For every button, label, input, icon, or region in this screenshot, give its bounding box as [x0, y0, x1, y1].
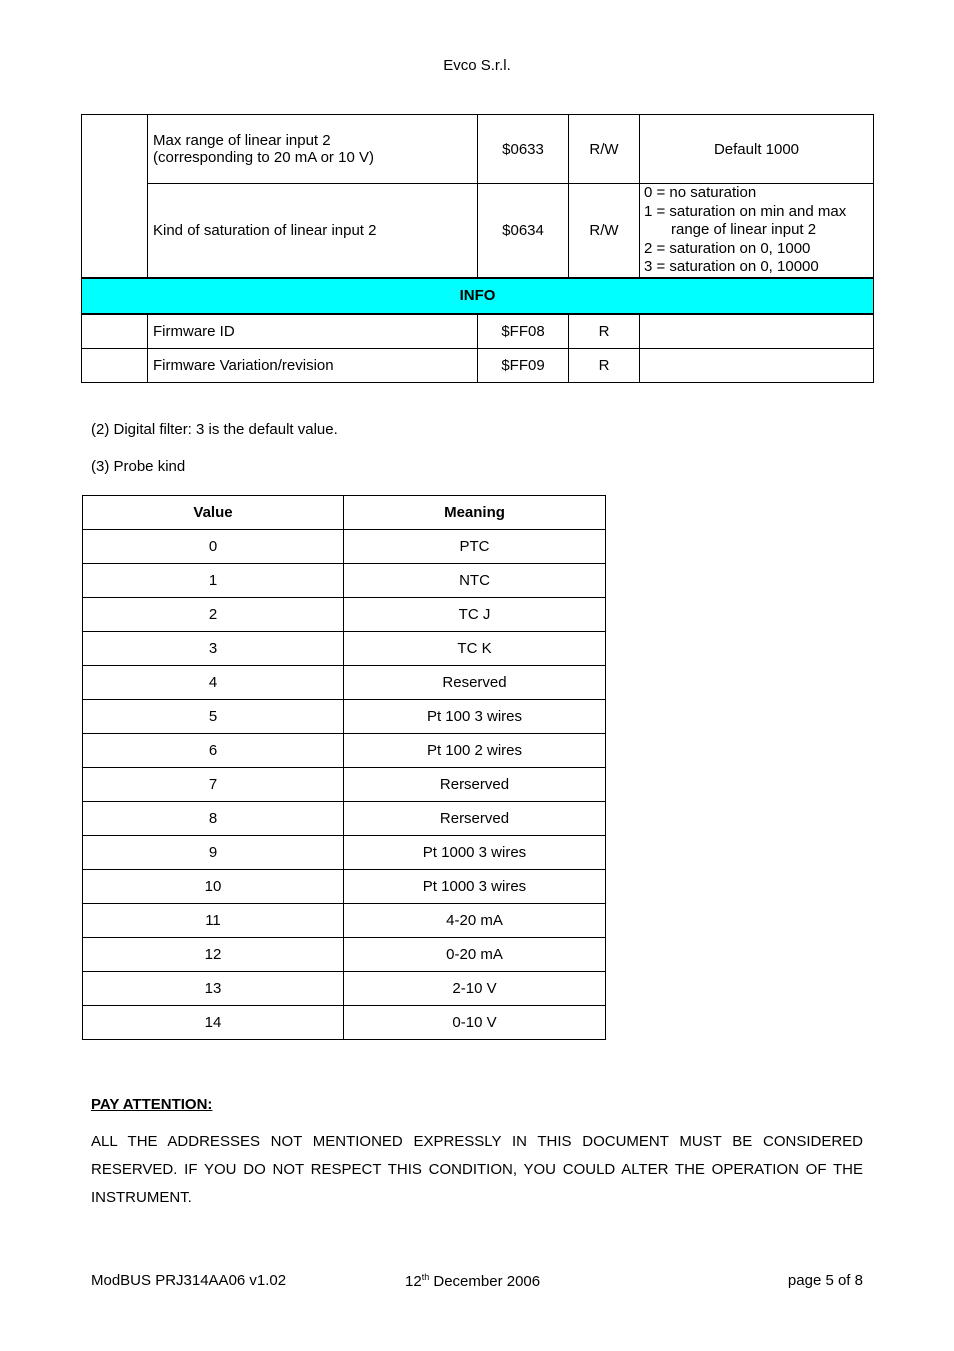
- description-cell: Firmware ID: [148, 314, 478, 349]
- section-title: INFO: [82, 278, 874, 314]
- attention-title: PAY ATTENTION:: [91, 1096, 213, 1113]
- value-cell: 4: [83, 666, 344, 700]
- register-table: [81, 114, 874, 383]
- address-cell: $0634: [478, 184, 569, 278]
- probe-kind-note: (3) Probe kind: [91, 458, 186, 475]
- description-line: (corresponding to 20 mA or 10 V): [153, 149, 374, 166]
- notes-cell: Default 1000: [640, 115, 874, 184]
- access-cell: R: [569, 349, 640, 383]
- table-row: [83, 734, 606, 768]
- digital-filter-note: (2) Digital filter: 3 is the default value.: [91, 421, 338, 438]
- table-row: [83, 632, 606, 666]
- value-cell: 2: [83, 598, 344, 632]
- header-row: [83, 496, 606, 530]
- probe-table-body: [83, 530, 606, 1040]
- notes-line: 2 = saturation on 0, 1000: [644, 239, 811, 257]
- meaning-cell: PTC: [344, 530, 606, 564]
- meaning-cell: 4-20 mA: [344, 904, 606, 938]
- section-row-info: [82, 278, 874, 314]
- index-cell: [82, 115, 148, 278]
- table-row: [83, 870, 606, 904]
- table-row: [83, 598, 606, 632]
- value-cell: 3: [83, 632, 344, 666]
- table-row: [82, 314, 874, 349]
- meaning-cell: 0-10 V: [344, 1006, 606, 1040]
- notes-cell: [640, 184, 874, 278]
- footer-date: [405, 1272, 540, 1290]
- footer-page-number: page 5 of 8: [787, 1272, 863, 1289]
- access-cell: R: [569, 314, 640, 349]
- table-row: [83, 1006, 606, 1040]
- table-row: [82, 349, 874, 383]
- probe-kind-table: [82, 495, 606, 1040]
- value-cell: 7: [83, 768, 344, 802]
- description-line: Max range of linear input 2: [153, 132, 331, 149]
- table-row: [83, 564, 606, 598]
- notes-cell: [640, 314, 874, 349]
- notes-line: 3 = saturation on 0, 10000: [644, 258, 819, 275]
- meaning-cell: NTC: [344, 564, 606, 598]
- meaning-cell: Rerserved: [344, 768, 606, 802]
- value-cell: 0: [83, 530, 344, 564]
- meaning-cell: Pt 1000 3 wires: [344, 836, 606, 870]
- meaning-cell: 2-10 V: [344, 972, 606, 1006]
- notes-line: range of linear input 2: [671, 221, 817, 238]
- description-cell: Firmware Variation/revision: [148, 349, 478, 383]
- address-cell: $0633: [478, 115, 569, 184]
- meaning-cell: TC K: [344, 632, 606, 666]
- meaning-cell: Pt 100 2 wires: [344, 734, 606, 768]
- meaning-cell: 0-20 mA: [344, 938, 606, 972]
- access-cell: R/W: [569, 184, 640, 278]
- column-header-meaning: Meaning: [344, 496, 606, 530]
- value-cell: 14: [83, 1006, 344, 1040]
- table-row: [83, 530, 606, 564]
- value-cell: 12: [83, 938, 344, 972]
- index-cell: [82, 349, 148, 383]
- value-cell: 10: [83, 870, 344, 904]
- column-header-value: Value: [83, 496, 344, 530]
- value-cell: 1: [83, 564, 344, 598]
- attention-body: ALL THE ADDRESSES NOT MENTIONED EXPRESSLY IN THIS DOCUMENT MUST BE CONSIDERED RESERVED. IF YOU DO NOT RESPECT THIS CONDITION, YOU COULD ALTER THE OPERATION OF THE INSTRUMENT.: [91, 1133, 863, 1206]
- description-cell: Kind of saturation of linear input 2: [148, 184, 478, 278]
- footer-date-suffix: th: [421, 1272, 430, 1282]
- notes-line: 0 = no saturation: [644, 184, 757, 201]
- table-row: [83, 802, 606, 836]
- table-row: [83, 972, 606, 1006]
- value-cell: 8: [83, 802, 344, 836]
- footer-date-rest: December 2006: [429, 1273, 541, 1290]
- value-cell: 6: [83, 734, 344, 768]
- footer-date-day: 12: [405, 1273, 422, 1290]
- footer-doc-ref: ModBUS PRJ314AA06 v1.02: [91, 1272, 287, 1289]
- table-row: [83, 666, 606, 700]
- meaning-cell: Pt 1000 3 wires: [344, 870, 606, 904]
- meaning-cell: TC J: [344, 598, 606, 632]
- meaning-cell: Reserved: [344, 666, 606, 700]
- value-cell: 13: [83, 972, 344, 1006]
- meaning-cell: Rerserved: [344, 802, 606, 836]
- table-row: [82, 115, 874, 184]
- table-row: [82, 184, 874, 278]
- address-cell: $FF08: [478, 314, 569, 349]
- address-cell: $FF09: [478, 349, 569, 383]
- index-cell: [82, 314, 148, 349]
- access-cell: R/W: [569, 115, 640, 184]
- description-cell: [148, 115, 478, 184]
- page-header: Evco S.r.l.: [443, 57, 511, 74]
- notes-cell: [640, 349, 874, 383]
- notes-line: 1 = saturation on min and max: [644, 202, 847, 220]
- meaning-cell: Pt 100 3 wires: [344, 700, 606, 734]
- table-row: [83, 904, 606, 938]
- table-row: [83, 938, 606, 972]
- value-cell: 11: [83, 904, 344, 938]
- table-row: [83, 768, 606, 802]
- value-cell: 5: [83, 700, 344, 734]
- table-row: [83, 700, 606, 734]
- table-row: [83, 836, 606, 870]
- value-cell: 9: [83, 836, 344, 870]
